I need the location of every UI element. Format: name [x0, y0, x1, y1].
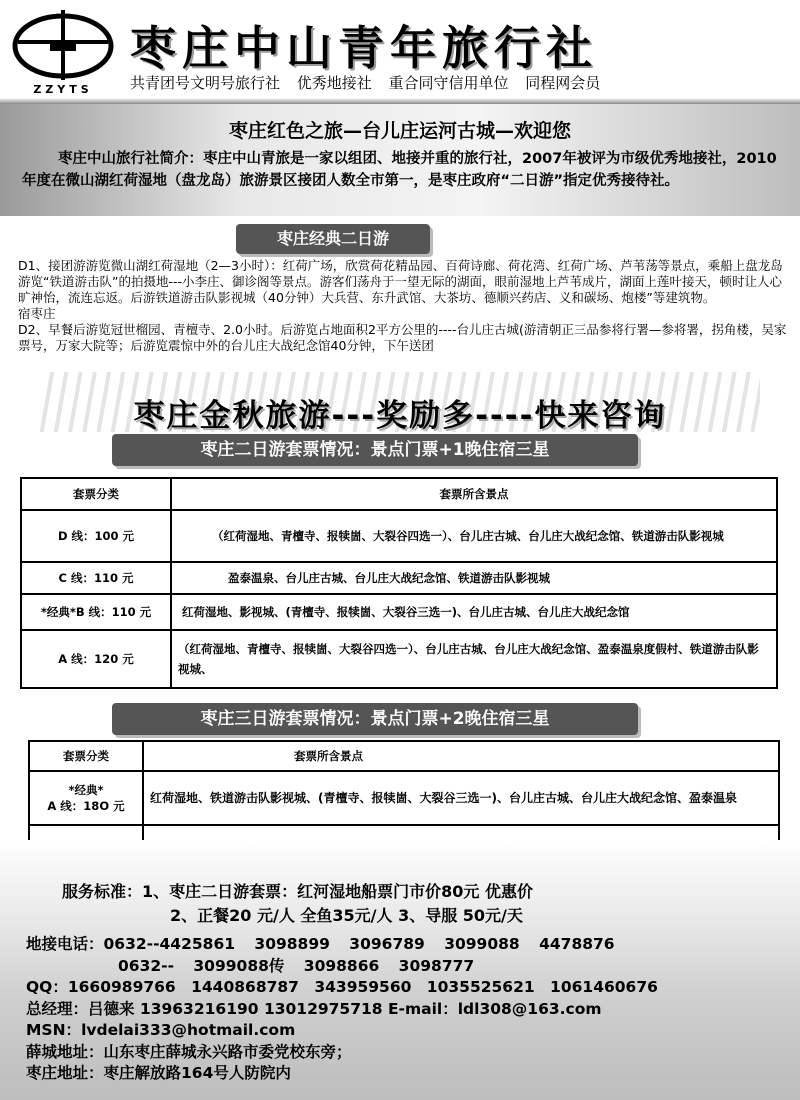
msn-label: MSN： [26, 1021, 82, 1039]
header-cat: 套票分类 [29, 741, 143, 771]
row-cat: C 线：110 元 [21, 562, 171, 594]
table-header [29, 741, 779, 771]
zaozhuang-address: 枣庄解放路164号人防院内 [103, 1064, 291, 1082]
table-row [21, 630, 777, 688]
zaozhuang-address-line [26, 1063, 786, 1085]
itinerary-day1: D1、接团游游览微山湖红荷湿地（2—3小时）：红荷广场，欣赏荷花精品园、百荷诗廊、荷花湾、红荷广场、芦苇荡等景点，乘船上盘龙岛游览“铁道游击队”的拍摄地---小李庄、御诊阁等景点。游客们荡舟于一望无际的湖面，眼前湿地上芦苇成片，湖面上莲叶接天，顿时让人心旷神怡，流连忘返。后游铁道游击队影视城（40分钟）大兵营、东升武馆、大茶坊、德顺兴药店、义和碳场、炮楼”等建筑物。 [18, 258, 783, 305]
header-cat: 套票分类 [21, 478, 171, 510]
row-spots: 盈泰温泉、台儿庄古城、台儿庄大战纪念馆、铁道游击队影视城 [171, 562, 777, 594]
table-row [29, 771, 779, 825]
table-row [21, 594, 777, 630]
package2-title: 枣庄二日游套票情况：景点门票+1晚住宿三星 [112, 434, 638, 466]
company-logo [10, 6, 116, 96]
service-line1: 服务标准：1、枣庄二日游套票：红河湿地船票门市价80元 优惠价 [62, 882, 533, 901]
row-cat-price: A 线：18O 元 [47, 799, 125, 813]
row-cat: D 线：100 元 [21, 510, 171, 562]
msn-address: lvdelai333@hotmail.com [81, 1021, 296, 1039]
manager-info: 吕德来 13963216190 13012975718 E-mail：ldl308@163.com [88, 999, 602, 1018]
itinerary-stay: 宿枣庄 [18, 306, 56, 321]
header-spots: 套票所含景点 [171, 478, 777, 510]
zaozhuang-label: 枣庄地址： [26, 1064, 104, 1082]
row-spots: 红荷湿地、影视城、(青檀寺、报犊崮、大裂谷三选一)、台儿庄古城、台儿庄大战纪念馆 [171, 594, 777, 630]
service-line2: 2、正餐20 元/人 全鱼35元/人 3、导服 50元/天 [170, 906, 523, 925]
row-spots: （红荷湿地、青檀寺、报犊崮、大裂谷四选一）、台儿庄古城、台儿庄大战纪念馆、盈泰温泉度假村、铁道游击队影视城、 [171, 630, 777, 688]
phone-line1 [26, 934, 786, 956]
qq-line [26, 977, 786, 999]
xuecheng-label: 薛城地址： [26, 1042, 104, 1061]
itinerary [18, 258, 788, 354]
company-name: 枣庄中山青年旅行社 [130, 21, 598, 75]
logo-text: ZZYTS [33, 83, 93, 96]
manager-line [26, 999, 786, 1021]
two-day-title: 枣庄经典二日游 [236, 224, 430, 254]
package3-title: 枣庄三日游套票情况：景点门票+2晚住宿三星 [112, 703, 638, 735]
row-cat [29, 771, 143, 825]
manager-label: 总经理： [26, 999, 89, 1018]
table-header [21, 478, 777, 510]
xuecheng-address: 山东枣庄薛城永兴路市委党校东旁； [103, 1042, 352, 1061]
itinerary-day2: D2、早餐后游览冠世榴园、青檀寺、2.0小时。后游览占地面积2平方公里的----台儿庄古城(游清朝正三品参将行署—参将署，拐角楼，吴家票号，万家大院等；后游览震惊中外的台儿庄大战纪念馆40分钟，下午送团 [18, 322, 787, 353]
qq-numbers: 1660989766 1440868787 343959560 1035525621 1061460676 [67, 978, 658, 996]
row-spots: 红荷湿地、铁道游击队影视城、(青檀寺、报犊崮、大裂谷三选一)、台儿庄古城、台儿庄大战纪念馆、盈泰温泉 [143, 771, 779, 825]
company-intro: 枣庄中山旅行社简介：枣庄中山青旅是一家以组团、地接并重的旅行社，2007年被评为市级优秀地接社，2010年度在微山湖红荷湿地（盘龙岛）旅游景区接团人数全市第一，是枣庄政府“二日游”指定优秀接待社。 [22, 151, 777, 189]
promo-slogan: 枣庄金秋旅游---奖励多----快来咨询 [133, 398, 667, 434]
header-spots: 套票所含景点 [143, 741, 779, 771]
table-row [21, 510, 777, 562]
xuecheng-address-line [26, 1042, 786, 1064]
phone-line2: 0632-- 3099088传 3098866 3098777 [118, 956, 475, 975]
company-honors: 共青团号文明号旅行社 优秀地接社 重合同守信用单位 同程网会员 [130, 74, 601, 92]
table-row [21, 562, 777, 594]
contact-info [26, 934, 786, 1085]
row-cat: A 线：120 元 [21, 630, 171, 688]
qq-label: QQ： [26, 978, 68, 996]
row-spots: （红荷湿地、青檀寺、报犊崮、大裂谷四选一）、台儿庄古城、台儿庄大战纪念馆、铁道游击队影视城 [171, 510, 777, 562]
phone-numbers: 0632--4425861 3098899 3096789 3099088 4478876 [103, 935, 615, 953]
row-cat-label: *经典* [68, 783, 104, 797]
service-standards [62, 880, 782, 928]
row-cat: *经典*B 线：110 元 [21, 594, 171, 630]
msn-line [26, 1020, 786, 1042]
package2-table [20, 477, 778, 689]
headline: 枣庄红色之旅—台儿庄运河古城—欢迎您 [228, 120, 571, 142]
phone-label: 地接电话： [26, 935, 104, 953]
